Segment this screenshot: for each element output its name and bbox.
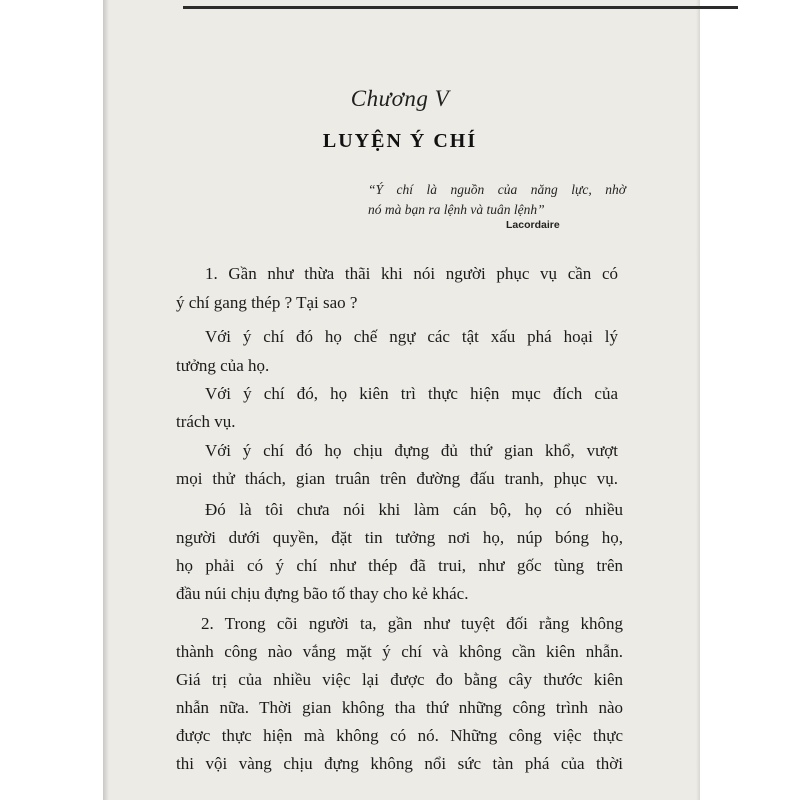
text-line: trách vụ. [176, 412, 236, 431]
page-edge [696, 0, 700, 800]
epigraph-author: Lacordaire [506, 219, 560, 231]
epigraph-line: nó mà bạn ra lệnh và tuân lệnh” [368, 202, 545, 217]
text-line: Với ý chí đó, họ kiên trì thực hiện mục đích của [205, 384, 618, 403]
text-line: Với ý chí đó họ chịu đựng đủ thứ gian khổ, vượt [205, 441, 618, 460]
text-line: 2. Trong cõi người ta, gần như tuyệt đối rằng không [201, 614, 623, 633]
text-line: nhẫn nữa. Thời gian không tha thứ những công trình nào [176, 698, 623, 717]
text-line: người dưới quyền, đặt tin tưởng nơi họ, núp bóng họ, [176, 528, 623, 547]
chapter-title: LUYỆN Ý CHÍ [322, 130, 478, 152]
text-line: Đó là tôi chưa nói khi làm cán bộ, họ có nhiều [205, 500, 623, 519]
text-line: tưởng của họ. [176, 356, 270, 375]
header-rule [183, 6, 738, 9]
text-line: Giá trị của nhiều việc lại được đo bằng cây thước kiên [176, 670, 623, 689]
text-line: đầu núi chịu đựng bão tố thay cho kẻ khác. [176, 584, 469, 603]
page-gutter-shadow [103, 0, 109, 800]
text-line: thành công nào vắng mặt ý chí và không cần kiên nhẫn. [176, 642, 623, 661]
chapter-heading: Chương V [350, 86, 450, 111]
text-line: được thực hiện mà không có nó. Những công việc thực [176, 726, 623, 745]
text-line: họ phải có ý chí như thép đã trui, như gốc tùng trên [176, 556, 623, 575]
epigraph-line: “Ý chí là nguồn của năng lực, nhờ [368, 182, 626, 197]
text-line: Với ý chí đó họ chế ngự các tật xấu phá hoại lý [205, 327, 618, 346]
text-line: ý chí gang thép ? Tại sao ? [176, 293, 358, 312]
text-line: mọi thử thách, gian truân trên đường đấu tranh, phục vụ. [176, 469, 618, 488]
epigraph [368, 180, 626, 220]
text-line: 1. Gần như thừa thãi khi nói người phục vụ cần có [205, 264, 618, 283]
text-line: thi vội vàng chịu đựng không nổi sức tàn phá của thời [176, 754, 623, 773]
